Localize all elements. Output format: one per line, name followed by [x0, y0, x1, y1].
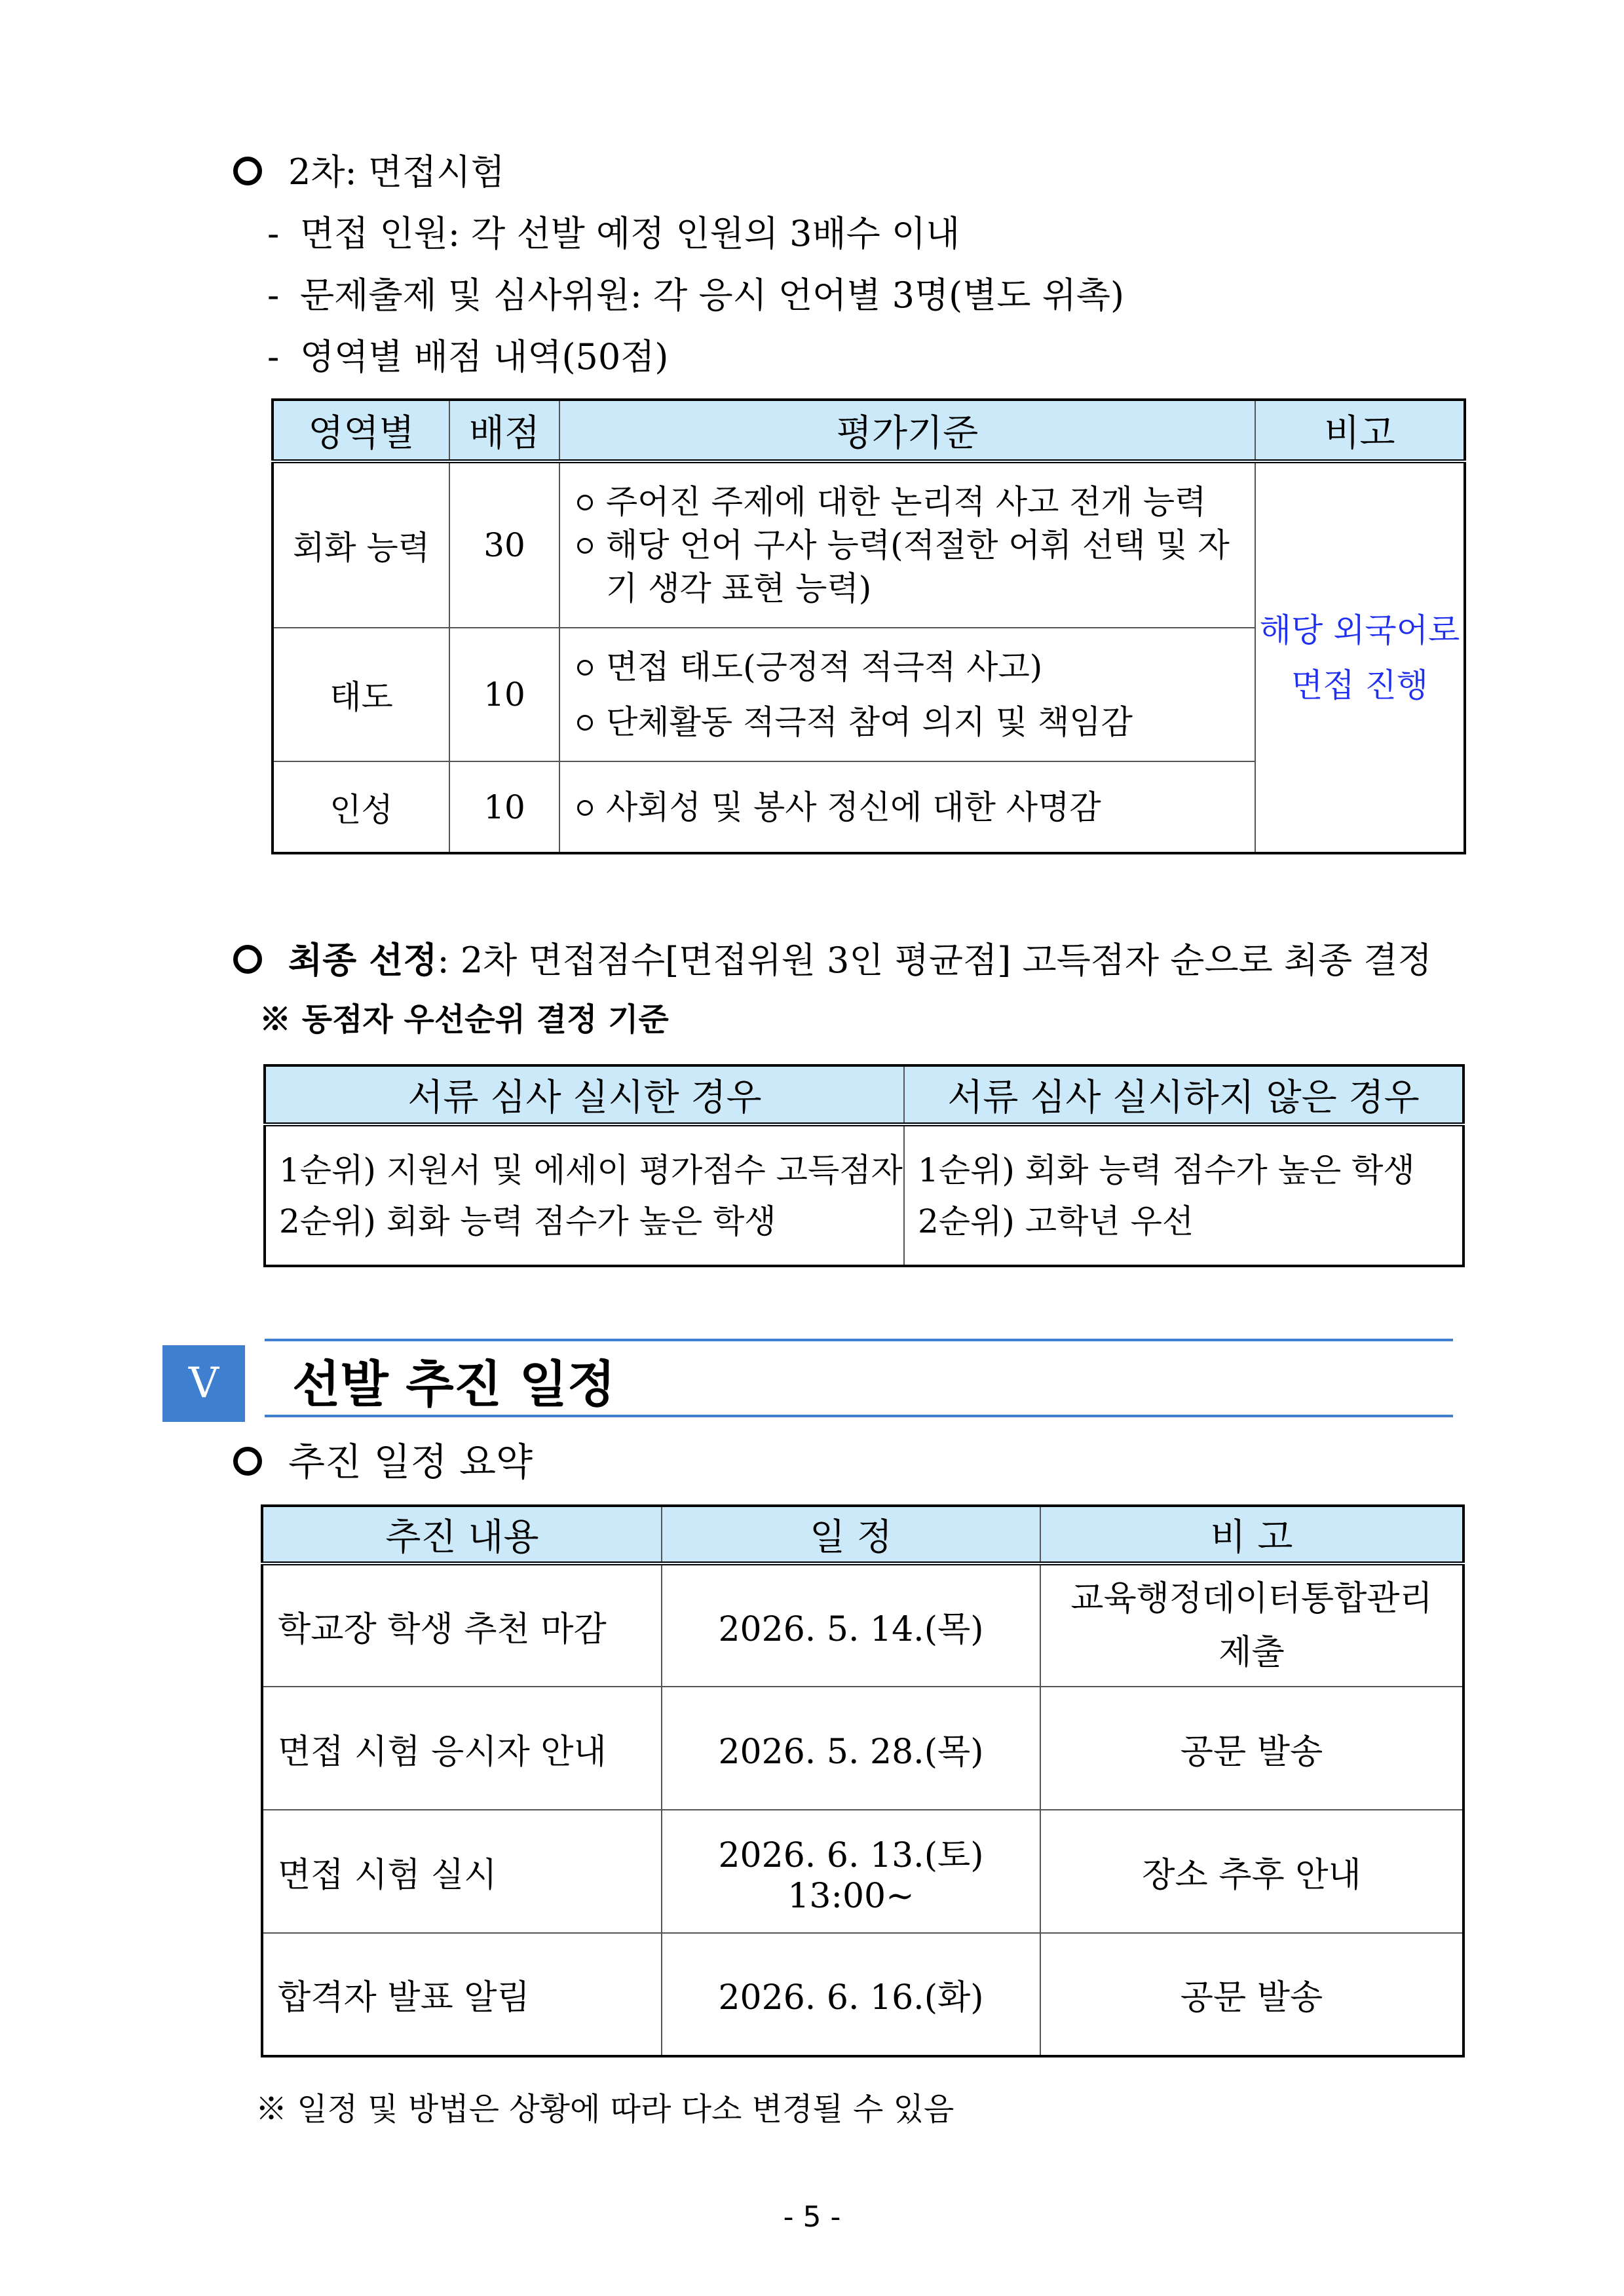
- circle-bullet-icon: [577, 538, 593, 554]
- area-cell: 태도: [273, 628, 449, 761]
- tie-header-with-review: 서류 심사 실시한 경우: [265, 1065, 904, 1124]
- schedule-footnote: ※ 일정 및 방법은 상황에 따라 다소 변경될 수 있음: [255, 2091, 954, 2128]
- schedule-date: 2026. 6. 16.(화): [662, 1933, 1040, 2056]
- table-row: [262, 1810, 1463, 1933]
- table-row: [262, 1687, 1463, 1810]
- section-rule-top: [265, 1339, 1453, 1341]
- schedule-note: 교육행정데이터통합관리 제출: [1040, 1563, 1463, 1687]
- round2-line-2: - 문제출제 및 심사위원: 각 응시 언어별 3명(별도 위촉): [267, 275, 1125, 316]
- table-row: [273, 461, 1465, 628]
- list-item: 주어진 주제에 대한 논리적 사고 전개 능력: [560, 480, 1240, 524]
- schedule-note: 공문 발송: [1040, 1933, 1463, 2056]
- score-header-note: 비고: [1255, 400, 1465, 461]
- round2-heading: 2차: 면접시험: [233, 149, 505, 195]
- circle-bullet-icon: [577, 800, 593, 816]
- list-item: 면접 태도(긍정적 적극적 사고): [560, 640, 1240, 695]
- bullet-circle-icon: [233, 1447, 262, 1476]
- schedule-header-task: 추진 내용: [262, 1506, 662, 1563]
- schedule-task: 학교장 학생 추천 마감: [262, 1563, 662, 1687]
- page-number: - 5 -: [783, 2200, 841, 2234]
- schedule-note: 공문 발송: [1040, 1687, 1463, 1810]
- schedule-summary-heading: 추진 일정 요약: [233, 1439, 533, 1485]
- note-cell: 해당 외국어로 면접 진행: [1255, 461, 1465, 853]
- bullet-circle-icon: [233, 157, 262, 185]
- tie-table: [263, 1064, 1465, 1267]
- criteria-cell: [559, 461, 1255, 628]
- tie-note: ※ 동점자 우선순위 결정 기준: [259, 1001, 669, 1038]
- schedule-table: [261, 1504, 1465, 2057]
- schedule-header-date: 일 정: [662, 1506, 1040, 1563]
- area-cell: 인성: [273, 761, 449, 853]
- tie-col-2: 1순위) 회화 능력 점수가 높은 학생 2순위) 고학년 우선: [904, 1124, 1463, 1266]
- circle-bullet-icon: [577, 495, 593, 510]
- area-cell: 회화 능력: [273, 461, 449, 628]
- schedule-note: 장소 추후 안내: [1040, 1810, 1463, 1933]
- final-selection-line: 최종 선정: 2차 면접점수[면접위원 3인 평균점] 고득점자 순으로 최종 결정: [233, 937, 1432, 984]
- criteria-cell: [559, 761, 1255, 853]
- points-cell: 10: [449, 761, 559, 853]
- points-cell: 10: [449, 628, 559, 761]
- schedule-date: 2026. 5. 14.(목): [662, 1563, 1040, 1687]
- schedule-header-note: 비 고: [1040, 1506, 1463, 1563]
- table-row: [262, 1933, 1463, 2056]
- schedule-date: 2026. 5. 28.(목): [662, 1687, 1040, 1810]
- tie-col-1: 1순위) 지원서 및 에세이 평가점수 고득점자 2순위) 회화 능력 점수가 높은 학생: [265, 1124, 904, 1266]
- section-title: 선발 추진 일정: [292, 1355, 616, 1413]
- schedule-task: 면접 시험 응시자 안내: [262, 1687, 662, 1810]
- list-item: 사회성 및 봉사 정신에 대한 사명감: [560, 786, 1240, 829]
- round2-line-1: - 면접 인원: 각 선발 예정 인원의 3배수 이내: [267, 213, 960, 254]
- points-cell: 30: [449, 461, 559, 628]
- list-item: 해당 언어 구사 능력(적절한 어휘 선택 및 자기 생각 표현 능력): [560, 524, 1240, 610]
- schedule-task: 면접 시험 실시: [262, 1810, 662, 1933]
- schedule-task: 합격자 발표 알림: [262, 1933, 662, 2056]
- circle-bullet-icon: [577, 715, 593, 731]
- round2-line-3: - 영역별 배점 내역(50점): [267, 336, 669, 377]
- schedule-date: 2026. 6. 13.(토) 13:00~: [662, 1810, 1040, 1933]
- circle-bullet-icon: [577, 660, 593, 676]
- table-row: [265, 1124, 1463, 1266]
- table-row: [262, 1563, 1463, 1687]
- criteria-cell: [559, 628, 1255, 761]
- tie-header-without-review: 서류 심사 실시하지 않은 경우: [904, 1065, 1463, 1124]
- score-header-points: 배점: [449, 400, 559, 461]
- section-number-badge: V: [162, 1345, 245, 1422]
- score-header-area: 영역별: [273, 400, 449, 461]
- bullet-circle-icon: [233, 945, 262, 974]
- list-item: 단체활동 적극적 참여 의지 및 책임감: [560, 695, 1240, 750]
- score-header-criteria: 평가기준: [559, 400, 1255, 461]
- score-table: [271, 398, 1466, 854]
